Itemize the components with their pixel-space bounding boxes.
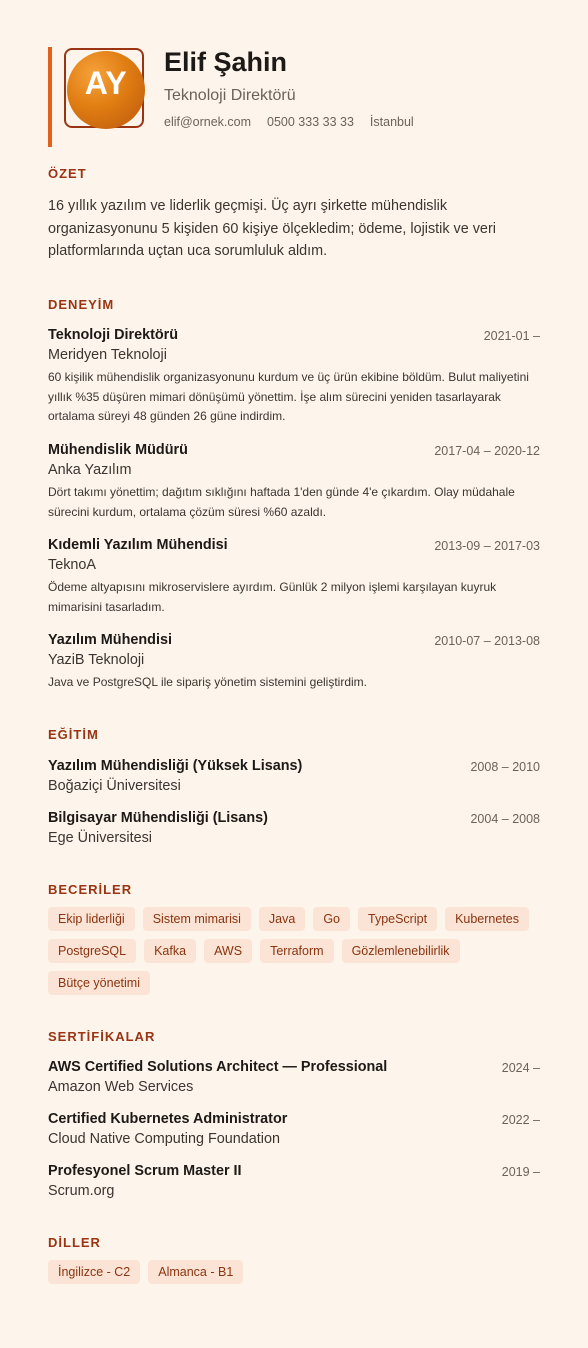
education-school: Boğaziçi Üniversitesi bbox=[48, 778, 181, 794]
languages-section-title: DİLLER bbox=[48, 1235, 101, 1250]
experience-entry bbox=[48, 442, 540, 522]
experience-section-title: DENEYİM bbox=[48, 297, 115, 312]
skill-tag: Ekip liderliği bbox=[48, 907, 135, 931]
experience-date: 2021-01 – bbox=[483, 329, 540, 343]
certification-name: AWS Certified Solutions Architect — Professional bbox=[48, 1059, 388, 1075]
experience-date: 2017-04 – 2020-12 bbox=[434, 444, 540, 458]
summary-section-title: ÖZET bbox=[48, 166, 87, 181]
skill-tag: Go bbox=[313, 907, 350, 931]
education-degree: Bilgisayar Mühendisliği (Lisans) bbox=[48, 810, 268, 826]
experience-entry bbox=[48, 537, 540, 617]
experience-company: YaziB Teknoloji bbox=[48, 652, 145, 668]
certification-entry bbox=[48, 1059, 540, 1095]
contact-info bbox=[164, 115, 430, 129]
avatar bbox=[64, 48, 144, 128]
skills-list bbox=[48, 907, 548, 1003]
certification-date: 2024 – bbox=[501, 1061, 540, 1075]
experience-company: TeknoA bbox=[48, 557, 96, 573]
contact-email[interactable]: elif@ornek.com bbox=[164, 115, 252, 129]
language-tag: Almanca - B1 bbox=[148, 1260, 243, 1284]
certification-issuer: Amazon Web Services bbox=[48, 1079, 194, 1095]
experience-date: 2010-07 – 2013-08 bbox=[434, 634, 540, 648]
languages-list bbox=[48, 1260, 548, 1292]
person-name: Elif Şahin bbox=[164, 47, 288, 77]
experience-title: Yazılım Mühendisi bbox=[48, 632, 172, 648]
education-section-title: EĞİTİM bbox=[48, 727, 99, 742]
education-degree: Yazılım Mühendisliği (Yüksek Lisans) bbox=[48, 758, 303, 774]
certification-name: Certified Kubernetes Administrator bbox=[48, 1111, 288, 1127]
avatar-circle bbox=[67, 51, 145, 129]
experience-description: 60 kişilik mühendislik organizasyonunu kurdum ve üç ürün ekibine böldüm. Bulut maliyetini yıllık %35 düşüren mimari dönüşümü yönettim. İşe alım sürecini yeniden tasarlayarak ortalama süreyi 48 günden 26 güne indirdim. bbox=[48, 370, 529, 423]
skill-tag: Kubernetes bbox=[445, 907, 529, 931]
skill-tag: Bütçe yönetimi bbox=[48, 971, 150, 995]
education-entry bbox=[48, 810, 540, 846]
experience-description: Java ve PostgreSQL ile sipariş yönetim sistemini geliştirdim. bbox=[48, 675, 368, 689]
experience-entry bbox=[48, 327, 540, 427]
skill-tag: TypeScript bbox=[358, 907, 437, 931]
experience-title: Kıdemli Yazılım Mühendisi bbox=[48, 537, 228, 553]
certification-entry bbox=[48, 1111, 540, 1147]
skill-tag: Terraform bbox=[260, 939, 333, 963]
education-date: 2004 – 2008 bbox=[470, 812, 540, 826]
skill-tag: Sistem mimarisi bbox=[143, 907, 251, 931]
certification-issuer: Cloud Native Computing Foundation bbox=[48, 1131, 280, 1147]
experience-description: Ödeme altyapısını mikroservislere ayırdım. Günlük 2 milyon işlemi karşılayan kuyruk mimarisini tasarladım. bbox=[48, 580, 497, 614]
experience-title: Mühendislik Müdürü bbox=[48, 442, 188, 458]
experience-date: 2013-09 – 2017-03 bbox=[434, 539, 540, 553]
certification-name: Profesyonel Scrum Master II bbox=[48, 1163, 242, 1179]
skill-tag: Gözlemlenebilirlik bbox=[342, 939, 460, 963]
contact-phone[interactable]: 0500 333 33 33 bbox=[267, 115, 354, 129]
certification-issuer: Scrum.org bbox=[48, 1183, 115, 1199]
skills-section-title: BECERİLER bbox=[48, 882, 133, 897]
avatar-initials: AY bbox=[84, 65, 128, 101]
skill-tag: PostgreSQL bbox=[48, 939, 136, 963]
experience-title: Teknoloji Direktörü bbox=[48, 327, 179, 343]
experience-company: Anka Yazılım bbox=[48, 462, 132, 478]
skill-tag: Kafka bbox=[144, 939, 196, 963]
resume-header bbox=[48, 47, 544, 147]
certification-entry bbox=[48, 1163, 540, 1199]
experience-description: Dört takımı yönettim; dağıtım sıklığını haftada 1'den günde 4'e çıkardım. Olay müdahale sürecini kurdum, ortalama çözüm süresi %60 azaldı. bbox=[48, 485, 515, 519]
certification-date: 2019 – bbox=[501, 1165, 540, 1179]
experience-company: Meridyen Teknoloji bbox=[48, 347, 167, 363]
education-entry bbox=[48, 758, 540, 794]
certification-date: 2022 – bbox=[501, 1113, 540, 1127]
skill-tag: Java bbox=[259, 907, 305, 931]
person-role: Teknoloji Direktörü bbox=[164, 87, 296, 104]
certifications-section-title: SERTİFİKALAR bbox=[48, 1029, 156, 1044]
language-tag: İngilizce - C2 bbox=[48, 1260, 140, 1284]
education-date: 2008 – 2010 bbox=[470, 760, 540, 774]
contact-location: İstanbul bbox=[369, 115, 414, 129]
summary-text: 16 yıllık yazılım ve liderlik geçmişi. Üç ayrı şirkette mühendislik organizasyonunu 5 kişiden 60 kişiye ölçekledim; ödeme, lojistik ve veri platformlarında uçtan uca sorumluluk aldım. bbox=[48, 198, 496, 259]
education-school: Ege Üniversitesi bbox=[48, 830, 152, 846]
experience-entry bbox=[48, 632, 540, 693]
skill-tag: AWS bbox=[204, 939, 252, 963]
